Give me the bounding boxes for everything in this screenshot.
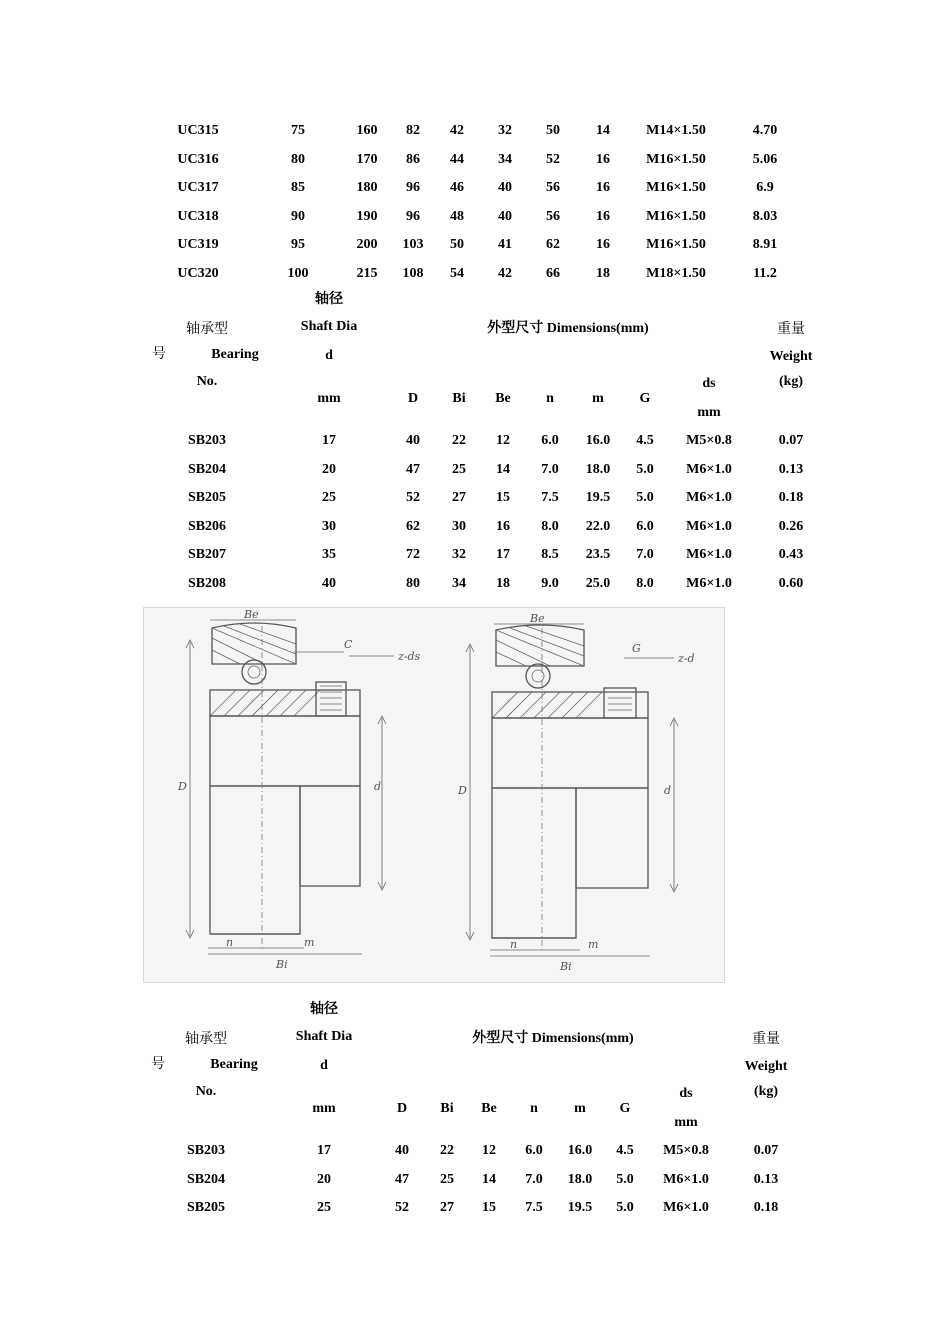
sb_table_2-row-cell: M6×1.0 bbox=[663, 1171, 709, 1187]
ds-header: ds bbox=[702, 376, 716, 391]
bearing-no-header: No. bbox=[196, 374, 218, 389]
sb_table_1-row-cell: M6×1.0 bbox=[686, 490, 732, 506]
ds-unit-header: mm bbox=[674, 1115, 698, 1130]
sb_table_1-row-cell: 8.0 bbox=[636, 576, 654, 591]
bearing-no-cn-header: 轴承型 bbox=[186, 322, 228, 337]
uc_table-row-cell: 16 bbox=[596, 151, 610, 167]
uc_table-row-cell: 42 bbox=[498, 266, 512, 281]
uc_table-row-cell: 8.03 bbox=[752, 208, 778, 224]
bearing-drawing bbox=[143, 607, 725, 983]
sb_table_1-row-cell: 6.0 bbox=[636, 518, 654, 534]
shaft-dia-cn-header: 轴径 bbox=[315, 292, 343, 307]
uc_table-row-cell: 42 bbox=[450, 123, 464, 138]
sb_table_2-row-cell: 14 bbox=[482, 1171, 496, 1187]
uc_table-row-cell: 6.9 bbox=[756, 180, 774, 196]
sb_table_1-row-cell: M5×0.8 bbox=[686, 433, 732, 448]
sb_table_1-row-model: SB206 bbox=[187, 518, 227, 534]
uc_table-row-cell: 8.91 bbox=[752, 237, 778, 253]
sb_table_1-row-cell: 25.0 bbox=[585, 576, 611, 591]
sb_table_1-row-cell: 4.5 bbox=[636, 433, 654, 448]
weight-unit-header: (kg) bbox=[753, 1084, 779, 1099]
uc_table-row-cell: 82 bbox=[406, 123, 420, 138]
dimensions-header: 外型尺寸 Dimensions(mm) bbox=[487, 321, 649, 336]
uc_table-row-cell: 48 bbox=[450, 208, 464, 224]
sb_table_2-row-cell: 6.0 bbox=[525, 1143, 543, 1158]
bearing-en-header: Bearing bbox=[211, 347, 259, 362]
sb_table_2-row-cell: 0.18 bbox=[753, 1200, 779, 1216]
sb_table_2-row-cell: 5.0 bbox=[616, 1200, 634, 1216]
sb_table_1-row-cell: M6×1.0 bbox=[686, 576, 732, 591]
sb_table_2-row-cell: 15 bbox=[482, 1200, 496, 1216]
sb_table_1-row-cell: 15 bbox=[496, 490, 510, 506]
sb_table_2-row-cell: 4.5 bbox=[616, 1143, 634, 1158]
col-Be-header: Be bbox=[495, 391, 511, 406]
uc_table-row-cell: 56 bbox=[546, 208, 560, 224]
right-label-bi: Bi bbox=[560, 960, 572, 973]
sb_table_1-row-cell: 22 bbox=[452, 433, 466, 448]
col-G-header: G bbox=[639, 391, 651, 406]
bearing-en-header: Bearing bbox=[210, 1057, 258, 1072]
sb_table_1-row-cell: 34 bbox=[452, 576, 466, 591]
sb_table_1-row-cell: 14 bbox=[496, 461, 510, 477]
sb_table_1-row-cell: 52 bbox=[406, 490, 420, 506]
col-Bi-header: Bi bbox=[452, 391, 466, 406]
uc_table-row-cell: 160 bbox=[356, 123, 378, 138]
left-label-be: Be bbox=[244, 608, 259, 621]
sb_table_2-row-cell: 5.0 bbox=[616, 1171, 634, 1187]
uc_table-row-cell: M16×1.50 bbox=[646, 151, 706, 167]
sb_table_1-row-model: SB208 bbox=[187, 576, 227, 591]
sb_table_2-row-model: SB205 bbox=[186, 1200, 226, 1216]
uc_table-row-cell: 16 bbox=[596, 180, 610, 196]
weight-cn-header: 重量 bbox=[752, 1032, 780, 1047]
sb_table_2-row-cell: 27 bbox=[440, 1200, 454, 1216]
sb_table_2-row-model: SB203 bbox=[186, 1143, 226, 1158]
uc_table-row-cell: 108 bbox=[402, 266, 424, 281]
sb_table_2-row-cell: M5×0.8 bbox=[663, 1143, 709, 1158]
sb_table_1-row-cell: 40 bbox=[322, 576, 336, 591]
sb_table_1-row-cell: 25 bbox=[322, 490, 336, 506]
sb_table_1-row-model: SB207 bbox=[187, 547, 227, 563]
sb_table_1-row-cell: 27 bbox=[452, 490, 466, 506]
sb_table_1-row-cell: 0.07 bbox=[778, 433, 804, 448]
left-label-n: n bbox=[226, 936, 234, 949]
bearing-no-cn-header: 轴承型 bbox=[185, 1032, 227, 1047]
sb_table_2-row-cell: 18.0 bbox=[567, 1171, 593, 1187]
uc_table-row-cell: 215 bbox=[356, 266, 378, 281]
sb_table_2-row-cell: 40 bbox=[395, 1143, 409, 1158]
sb_table_1-row-cell: 32 bbox=[452, 547, 466, 563]
sb_table_2-row-cell: 25 bbox=[440, 1171, 454, 1187]
sb_table_1-row-cell: 30 bbox=[322, 518, 336, 534]
sb_table_1-row-cell: 0.26 bbox=[778, 518, 804, 534]
right-bearing-drawing bbox=[457, 612, 695, 973]
sb_table_1-row-cell: 80 bbox=[406, 576, 420, 591]
uc_table-row-model: UC319 bbox=[177, 237, 219, 253]
bearing-no-header: No. bbox=[195, 1084, 217, 1099]
uc_table-row-cell: 180 bbox=[356, 180, 378, 196]
sb_table_1-row-cell: 7.0 bbox=[541, 461, 559, 477]
sb_table_1-row-cell: 12 bbox=[496, 433, 510, 448]
sb_table_1-row-cell: M6×1.0 bbox=[686, 547, 732, 563]
uc_table-row-cell: 50 bbox=[450, 237, 464, 253]
shaft-dia-cn-header: 轴径 bbox=[310, 1002, 338, 1017]
uc_table-row-model: UC317 bbox=[177, 180, 219, 196]
uc_table-row-cell: M16×1.50 bbox=[646, 208, 706, 224]
right-label-z: z-d bbox=[678, 652, 695, 665]
sb_table_2-row-cell: M6×1.0 bbox=[663, 1200, 709, 1216]
uc_table-row-cell: 56 bbox=[546, 180, 560, 196]
bearing-no-cn-header-cont: 号 bbox=[151, 1057, 165, 1072]
col-m-header: m bbox=[592, 391, 604, 406]
shaft-d-header: d bbox=[320, 1058, 328, 1073]
sb_table_1-row-cell: 16.0 bbox=[585, 433, 611, 448]
sb_table_2-row-cell: 12 bbox=[482, 1143, 496, 1158]
uc_table-row-cell: 85 bbox=[291, 180, 305, 196]
left-label-bi: Bi bbox=[276, 958, 288, 971]
sb_table_2-row-cell: 22 bbox=[440, 1143, 454, 1158]
uc_table-row-cell: 50 bbox=[546, 123, 560, 138]
sb_table_1-row-cell: 62 bbox=[406, 518, 420, 534]
shaft-unit-header: mm bbox=[312, 1101, 336, 1116]
bearing-cross-section-svg bbox=[144, 608, 726, 984]
sb_table_1-row-cell: 7.5 bbox=[541, 490, 559, 506]
uc_table-row-model: UC318 bbox=[177, 208, 219, 224]
uc_table-row-cell: 96 bbox=[406, 208, 420, 224]
col-G-header: G bbox=[619, 1101, 631, 1116]
sb_table_1-row-cell: 35 bbox=[322, 547, 336, 563]
uc_table-row-cell: 14 bbox=[596, 123, 610, 138]
uc_table-row-cell: M16×1.50 bbox=[646, 180, 706, 196]
sb_table_1-row-cell: 17 bbox=[322, 433, 336, 448]
right-label-n: n bbox=[510, 938, 518, 951]
shaft-unit-header: mm bbox=[317, 391, 341, 406]
sb_table_1-row-cell: 18 bbox=[496, 576, 510, 591]
right-label-m: m bbox=[588, 938, 599, 951]
uc_table-row-cell: 32 bbox=[498, 123, 512, 138]
sb_table_1-row-cell: 19.5 bbox=[585, 490, 611, 506]
uc_table-row-model: UC320 bbox=[177, 266, 219, 281]
uc_table-row-cell: 16 bbox=[596, 208, 610, 224]
sb_table_1-row-cell: 6.0 bbox=[541, 433, 559, 448]
uc_table-row-cell: 34 bbox=[498, 151, 512, 167]
sb_table_2-row-cell: 0.07 bbox=[753, 1143, 779, 1158]
ds-header: ds bbox=[679, 1086, 693, 1101]
col-n-header: n bbox=[530, 1101, 538, 1116]
sb_table_1-row-cell: M6×1.0 bbox=[686, 461, 732, 477]
weight-unit-header: (kg) bbox=[778, 374, 804, 389]
sb_table_1-row-cell: 9.0 bbox=[541, 576, 559, 591]
sb_table_1-row-cell: 18.0 bbox=[585, 461, 611, 477]
sb_table_1-row-cell: 5.0 bbox=[636, 461, 654, 477]
sb_table_2-row-cell: 47 bbox=[395, 1171, 409, 1187]
ds-unit-header: mm bbox=[697, 405, 721, 420]
uc_table-row-cell: 52 bbox=[546, 151, 560, 167]
sb_table_1-row-cell: 8.0 bbox=[541, 518, 559, 534]
sb_table_1-row-cell: 23.5 bbox=[585, 547, 611, 563]
left-label-c: C bbox=[344, 638, 353, 651]
col-m-header: m bbox=[574, 1101, 586, 1116]
col-D-header: D bbox=[396, 1101, 408, 1116]
sb_table_1-row-cell: 7.0 bbox=[636, 547, 654, 563]
sb_table_1-row-cell: 17 bbox=[496, 547, 510, 563]
left-label-D: D bbox=[178, 780, 187, 793]
sb_table_1-row-cell: 0.13 bbox=[778, 461, 804, 477]
sb_table_1-row-cell: 0.60 bbox=[778, 576, 804, 591]
uc_table-row-cell: 190 bbox=[356, 208, 378, 224]
uc_table-row-cell: 170 bbox=[356, 151, 378, 167]
right-label-d: d bbox=[664, 784, 672, 797]
left-label-d: d bbox=[374, 780, 382, 793]
sb_table_1-row-cell: 25 bbox=[452, 461, 466, 477]
right-label-D: D bbox=[458, 784, 467, 797]
uc_table-row-cell: 86 bbox=[406, 151, 420, 167]
sb_table_2-row-model: SB204 bbox=[186, 1171, 226, 1187]
uc_table-row-cell: 46 bbox=[450, 180, 464, 196]
weight-en-header: Weight bbox=[769, 349, 813, 364]
sb_table_1-row-cell: 72 bbox=[406, 547, 420, 563]
left-label-m: m bbox=[304, 936, 315, 949]
uc_table-row-cell: 18 bbox=[596, 266, 610, 281]
uc_table-row-cell: 54 bbox=[450, 266, 464, 281]
uc_table-row-cell: 96 bbox=[406, 180, 420, 196]
uc_table-row-cell: 103 bbox=[402, 237, 424, 253]
uc_table-row-cell: 200 bbox=[356, 237, 378, 253]
sb_table_1-row-cell: 40 bbox=[406, 433, 420, 448]
uc_table-row-cell: 16 bbox=[596, 237, 610, 253]
uc_table-row-cell: 4.70 bbox=[752, 123, 778, 138]
uc_table-row-model: UC315 bbox=[177, 123, 219, 138]
uc_table-row-cell: M14×1.50 bbox=[646, 123, 706, 138]
sb_table_1-row-model: SB205 bbox=[187, 490, 227, 506]
col-n-header: n bbox=[546, 391, 554, 406]
uc_table-row-cell: 44 bbox=[450, 151, 464, 167]
uc_table-row-cell: 5.06 bbox=[752, 151, 778, 167]
sb_table_2-row-cell: 0.13 bbox=[753, 1171, 779, 1187]
uc_table-row-cell: 95 bbox=[291, 237, 305, 253]
sb_table_1-row-cell: 20 bbox=[322, 461, 336, 477]
shaft-dia-en-header: Shaft Dia bbox=[300, 319, 358, 334]
uc_table-row-cell: 80 bbox=[291, 151, 305, 167]
uc_table-row-cell: 90 bbox=[291, 208, 305, 224]
sb_table_1-row-cell: M6×1.0 bbox=[686, 518, 732, 534]
uc_table-row-cell: 40 bbox=[498, 180, 512, 196]
right-label-g: G bbox=[632, 642, 641, 655]
uc_table-row-cell: 11.2 bbox=[753, 266, 777, 281]
sb_table_1-row-cell: 30 bbox=[452, 518, 466, 534]
uc_table-row-cell: 41 bbox=[498, 237, 512, 253]
left-bearing-drawing bbox=[177, 608, 421, 971]
uc_table-row-cell: 100 bbox=[287, 266, 309, 281]
col-Bi-header: Bi bbox=[440, 1101, 454, 1116]
sb_table_2-row-cell: 7.0 bbox=[525, 1171, 543, 1187]
weight-en-header: Weight bbox=[744, 1059, 788, 1074]
sb_table_1-row-cell: 5.0 bbox=[636, 490, 654, 506]
uc_table-row-cell: 62 bbox=[546, 237, 560, 253]
uc_table-row-cell: 40 bbox=[498, 208, 512, 224]
uc_table-row-model: UC316 bbox=[177, 151, 219, 167]
sb_table_2-row-cell: 25 bbox=[317, 1200, 331, 1216]
uc_table-row-cell: 75 bbox=[291, 123, 305, 138]
shaft-d-header: d bbox=[325, 348, 333, 363]
sb_table_1-row-cell: 22.0 bbox=[585, 518, 611, 534]
sb_table_2-row-cell: 7.5 bbox=[525, 1200, 543, 1216]
sb_table_1-row-cell: 8.5 bbox=[541, 547, 559, 563]
sb_table_1-row-cell: 47 bbox=[406, 461, 420, 477]
uc_table-row-cell: M16×1.50 bbox=[646, 237, 706, 253]
sb_table_1-row-cell: 16 bbox=[496, 518, 510, 534]
col-Be-header: Be bbox=[481, 1101, 497, 1116]
bearing-no-cn-header-cont: 号 bbox=[152, 347, 166, 362]
left-label-z: z-ds bbox=[398, 650, 421, 663]
sb_table_2-row-cell: 16.0 bbox=[567, 1143, 593, 1158]
right-label-be: Be bbox=[530, 612, 545, 625]
sb_table_1-row-cell: 0.43 bbox=[778, 547, 804, 563]
uc_table-row-cell: M18×1.50 bbox=[646, 266, 706, 281]
sb_table_1-row-cell: 0.18 bbox=[778, 490, 804, 506]
sb_table_2-row-cell: 17 bbox=[317, 1143, 331, 1158]
weight-cn-header: 重量 bbox=[777, 322, 805, 337]
sb_table_2-row-cell: 20 bbox=[317, 1171, 331, 1187]
shaft-dia-en-header: Shaft Dia bbox=[295, 1029, 353, 1044]
sb_table_1-row-model: SB203 bbox=[187, 433, 227, 448]
sb_table_1-row-model: SB204 bbox=[187, 461, 227, 477]
uc_table-row-cell: 66 bbox=[546, 266, 560, 281]
sb_table_2-row-cell: 19.5 bbox=[567, 1200, 593, 1216]
dimensions-header: 外型尺寸 Dimensions(mm) bbox=[472, 1031, 634, 1046]
sb_table_2-row-cell: 52 bbox=[395, 1200, 409, 1216]
col-D-header: D bbox=[407, 391, 419, 406]
